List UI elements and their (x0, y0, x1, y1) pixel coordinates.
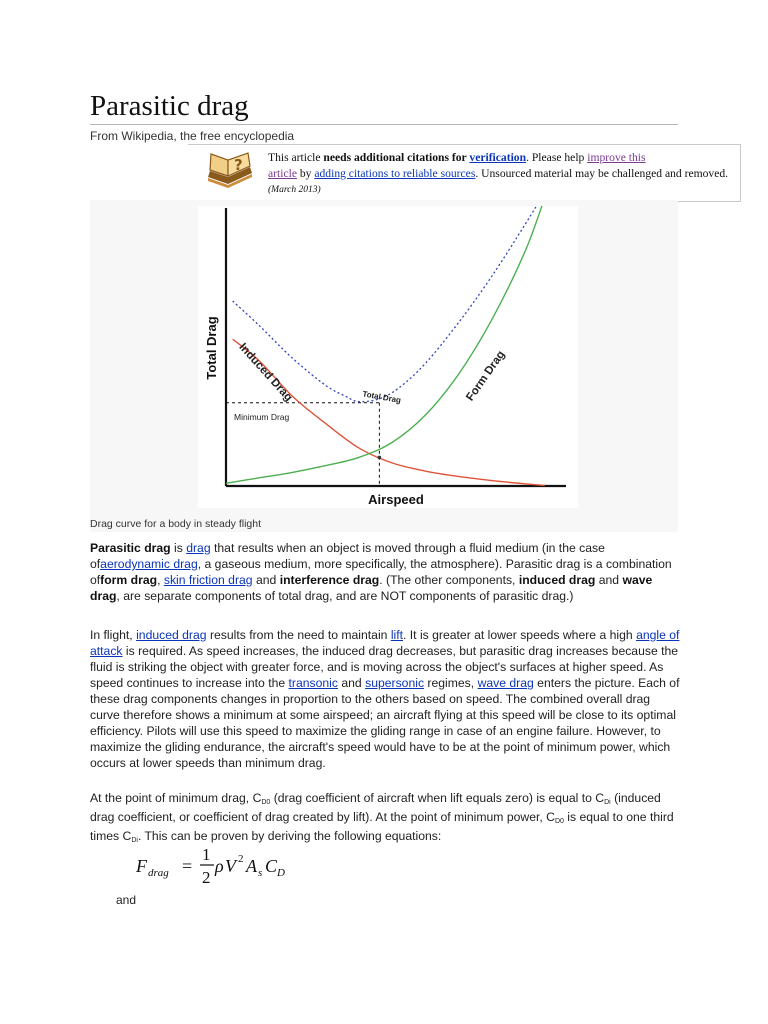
formula-denominator: 2 (202, 868, 211, 887)
formula-exponent: 2 (238, 853, 244, 865)
formula-numerator: 1 (202, 845, 211, 864)
subscript-d0: D0 (554, 818, 564, 825)
label-minimum-drag: Minimum Drag (234, 411, 290, 422)
link-drag[interactable]: drag (186, 541, 211, 555)
term-form-drag: form drag (100, 573, 158, 587)
formula-A: A (246, 856, 257, 876)
subscript-d0: D0 (261, 799, 271, 806)
chart-container (198, 206, 578, 508)
drag-curve-chart (198, 206, 578, 508)
series-line-form-drag (226, 206, 545, 483)
paragraph-2: In flight, induced drag results from the need to maintain lift. It is greater at lower speeds where a high angle of attack is required. As speed increases, the induced drag decreases, but parasitic drag increases because the fluid is striking the object with greater force, and is moving across the object's surfaces at higher speed. As speed continues to increase into the transonic and supersonic regimes, wave drag enters the picture. Each of these drag components changes in proportion to the others based on speed. The combined overall drag curve therefore shows a minimum at some airspeed; an aircraft flying at this speed will be close to its optimal efficiency. Pilots will use this speed to maximize the gliding range in case of an engine failure. However, to maximize the gliding endurance, the aircraft's speed would have to be at the point of minimum power, which occurs at lower speeds than minimum drag. (90, 628, 680, 770)
link-skin-friction-drag[interactable]: skin friction drag (163, 573, 253, 587)
label-induced-drag: Induced Drag (236, 341, 295, 404)
formula-sub-s: s (258, 867, 263, 879)
and-text: and (116, 893, 137, 907)
notice-bold: needs additional citations for (323, 151, 470, 164)
citation-notice-text: This article needs additional citations for verification. Please help improve this article by adding citations to reliable sources. Unsourced material may be challenged and removed. (March 2013) (268, 151, 729, 195)
subscript-di: Di (131, 837, 138, 844)
link-transonic[interactable]: transonic (288, 676, 338, 690)
series-line-total-drag (233, 206, 545, 402)
notice-date: (March 2013) (268, 185, 321, 195)
page-title: Parasitic drag (90, 90, 249, 122)
label-total-drag: Total Drag (361, 389, 402, 405)
formula-rho: ρ (215, 856, 224, 876)
drag-equation (130, 840, 350, 890)
improve-article-link-cont[interactable]: article (268, 166, 297, 180)
y-axis-label: Total Drag (204, 316, 219, 380)
subscript-di: Di (604, 799, 611, 806)
link-wave-drag[interactable]: wave drag (477, 676, 534, 690)
x-axis-label: Airspeed (368, 492, 424, 507)
label-form-drag: Form Drag (464, 348, 508, 404)
crossing-point (378, 456, 382, 460)
term-induced-drag: induced drag (518, 573, 596, 587)
formula-C: C (265, 856, 278, 876)
formula-sub-drag: drag (148, 867, 169, 879)
formula-sub-D: D (277, 867, 285, 879)
term-interference-drag: interference drag (279, 573, 380, 587)
figure-caption: Drag curve for a body in steady flight (90, 518, 262, 530)
link-angle-of-attack[interactable]: angle of attack (90, 628, 680, 658)
link-supersonic[interactable]: supersonic (365, 676, 425, 690)
svg-text:?: ? (234, 156, 243, 174)
citation-notice-box (188, 144, 741, 202)
adding-citations-link[interactable]: adding citations to reliable sources (314, 166, 476, 180)
book-question-icon (204, 151, 256, 193)
page-subtitle: From Wikipedia, the free encyclopedia (90, 129, 295, 143)
term-wave-drag: wave drag (90, 573, 653, 603)
term-parasitic-drag: Parasitic drag (90, 541, 171, 555)
paragraph-1: Parasitic drag is drag that results when an object is moved through a fluid medium (in the case ofaerodynamic drag, a gaseous medium, more specifically, the atmosphere). Parasitic drag is a combination ofform drag, skin friction drag and interference drag. (The other components, induced drag and wave drag, are separate components of total drag, and are NOT components of parasitic drag.) (90, 541, 672, 603)
improve-article-link[interactable]: improve this (587, 151, 646, 164)
formula-V: V (225, 856, 236, 876)
link-aerodynamic-drag[interactable]: aerodynamic drag (100, 557, 198, 571)
link-lift[interactable]: lift (390, 628, 404, 642)
formula-F: F (136, 856, 147, 876)
paragraph-3: At the point of minimum drag, CD0 (drag coefficient of aircraft when lift equals zero) is equal to CDi (induced drag coefficient, or coefficient of drag created by lift). At the point of minimum power, CD0 is equal to one third times CDi. This can be proven by deriving the following equations: (90, 791, 674, 844)
link-induced-drag[interactable]: induced drag (136, 628, 207, 642)
formula-equals: = (182, 856, 193, 876)
title-divider (90, 124, 678, 125)
verification-link[interactable]: verification (469, 151, 527, 164)
drag-curve-figure (90, 200, 678, 532)
